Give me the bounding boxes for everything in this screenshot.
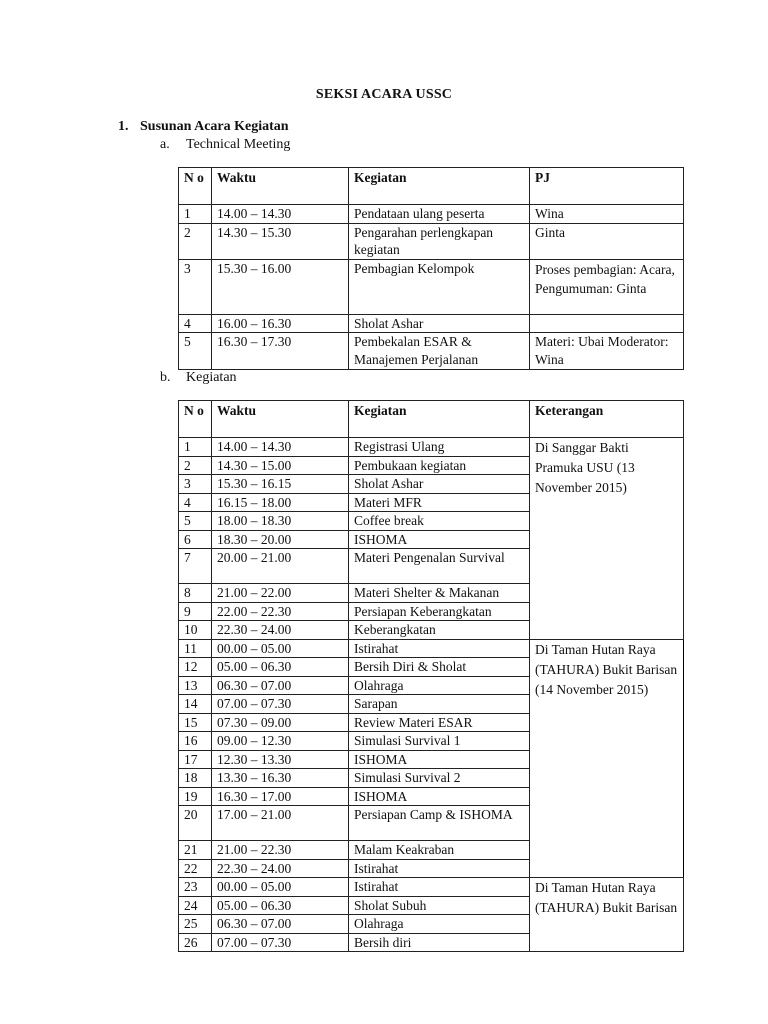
row-number: 5 — [179, 512, 212, 531]
row-activity: Materi Pengenalan Survival — [349, 549, 530, 584]
row-activity: Pembukaan kegiatan — [349, 456, 530, 475]
row-time: 16.00 – 16.30 — [212, 314, 349, 333]
header-no: N o — [179, 401, 212, 438]
row-number: 25 — [179, 915, 212, 934]
row-time: 00.00 – 05.00 — [212, 878, 349, 897]
row-activity: Materi MFR — [349, 493, 530, 512]
subsection-a-letter: a. — [160, 137, 170, 152]
row-pj: Wina — [530, 205, 684, 224]
row-time: 16.15 – 18.00 — [212, 493, 349, 512]
row-time: 21.00 – 22.00 — [212, 584, 349, 603]
row-number: 20 — [179, 806, 212, 841]
row-time: 06.30 – 07.00 — [212, 915, 349, 934]
table-row — [179, 438, 684, 457]
row-activity: Bersih diri — [349, 933, 530, 952]
row-activity: Pembagian Kelompok — [349, 259, 530, 314]
row-time: 20.00 – 21.00 — [212, 549, 349, 584]
section-number: 1. — [118, 119, 129, 134]
row-time: 06.30 – 07.00 — [212, 676, 349, 695]
row-time: 16.30 – 17.30 — [212, 333, 349, 370]
row-time: 05.00 – 06.30 — [212, 896, 349, 915]
row-activity: Coffee break — [349, 512, 530, 531]
row-number: 14 — [179, 695, 212, 714]
row-pj: Proses pembagian: Acara, Pengumuman: Ginta — [530, 259, 684, 314]
table-row — [179, 878, 684, 897]
table-row — [179, 639, 684, 658]
row-number: 10 — [179, 621, 212, 640]
row-time: 13.30 – 16.30 — [212, 769, 349, 788]
row-pj — [530, 314, 684, 333]
row-time: 00.00 – 05.00 — [212, 639, 349, 658]
row-number: 7 — [179, 549, 212, 584]
header-waktu: Waktu — [212, 168, 349, 205]
technical-meeting-table — [178, 167, 684, 370]
row-activity: Olahraga — [349, 676, 530, 695]
row-number: 16 — [179, 732, 212, 751]
row-number: 17 — [179, 750, 212, 769]
header-pj: PJ — [530, 168, 684, 205]
row-number: 19 — [179, 787, 212, 806]
row-time: 07.30 – 09.00 — [212, 713, 349, 732]
row-number: 4 — [179, 493, 212, 512]
subsection-b — [160, 370, 237, 386]
row-number: 24 — [179, 896, 212, 915]
header-kegiatan: Kegiatan — [349, 168, 530, 205]
row-time: 18.00 – 18.30 — [212, 512, 349, 531]
subsection-a — [160, 137, 290, 153]
location-note: Di Taman Hutan Raya (TAHURA) Bukit Barisan — [530, 878, 684, 952]
row-time: 18.30 – 20.00 — [212, 530, 349, 549]
section-heading-text: Susunan Acara Kegiatan — [140, 119, 289, 134]
table-row — [179, 333, 684, 370]
row-number: 11 — [179, 639, 212, 658]
row-time: 12.30 – 13.30 — [212, 750, 349, 769]
row-time: 16.30 – 17.00 — [212, 787, 349, 806]
header-no: N o — [179, 168, 212, 205]
row-activity: Istirahat — [349, 639, 530, 658]
row-number: 15 — [179, 713, 212, 732]
section-heading — [118, 119, 289, 135]
row-number: 23 — [179, 878, 212, 897]
document-title: SEKSI ACARA USSC — [315, 87, 453, 102]
kegiatan-table — [178, 400, 684, 952]
table-row — [179, 314, 684, 333]
row-number: 5 — [179, 333, 212, 370]
row-activity: Keberangkatan — [349, 621, 530, 640]
row-time: 22.00 – 22.30 — [212, 602, 349, 621]
row-number: 1 — [179, 438, 212, 457]
row-time: 14.30 – 15.00 — [212, 456, 349, 475]
row-activity: Sholat Ashar — [349, 475, 530, 494]
row-time: 09.00 – 12.30 — [212, 732, 349, 751]
row-activity: Istirahat — [349, 878, 530, 897]
row-number: 22 — [179, 859, 212, 878]
row-time: 15.30 – 16.00 — [212, 259, 349, 314]
table-row — [179, 223, 684, 259]
row-time: 07.00 – 07.30 — [212, 695, 349, 714]
row-activity: Sarapan — [349, 695, 530, 714]
row-number: 9 — [179, 602, 212, 621]
table-header-row — [179, 401, 684, 438]
row-number: 2 — [179, 456, 212, 475]
row-number: 3 — [179, 475, 212, 494]
row-number: 2 — [179, 223, 212, 259]
row-number: 12 — [179, 658, 212, 677]
subsection-b-label: Kegiatan — [186, 370, 237, 385]
row-activity: ISHOMA — [349, 530, 530, 549]
row-number: 21 — [179, 841, 212, 860]
row-number: 18 — [179, 769, 212, 788]
row-time: 15.30 – 16.15 — [212, 475, 349, 494]
table-row — [179, 259, 684, 314]
row-activity: Persiapan Camp & ISHOMA — [349, 806, 530, 841]
row-activity: ISHOMA — [349, 787, 530, 806]
row-time: 14.00 – 14.30 — [212, 438, 349, 457]
row-number: 26 — [179, 933, 212, 952]
subsection-a-label: Technical Meeting — [186, 137, 291, 152]
row-activity: Olahraga — [349, 915, 530, 934]
row-pj: Materi: Ubai Moderator: Wina — [530, 333, 684, 370]
row-time: 22.30 – 24.00 — [212, 859, 349, 878]
row-number: 8 — [179, 584, 212, 603]
row-time: 21.00 – 22.30 — [212, 841, 349, 860]
row-number: 3 — [179, 259, 212, 314]
row-activity: Materi Shelter & Makanan — [349, 584, 530, 603]
header-keterangan: Keterangan — [530, 401, 684, 438]
subsection-b-letter: b. — [160, 370, 171, 385]
header-waktu: Waktu — [212, 401, 349, 438]
table-row — [179, 205, 684, 224]
location-note: Di Sanggar Bakti Pramuka USU (13 November 2015) — [530, 438, 684, 640]
row-activity: Review Materi ESAR — [349, 713, 530, 732]
row-activity: Simulasi Survival 2 — [349, 769, 530, 788]
row-number: 4 — [179, 314, 212, 333]
row-time: 14.00 – 14.30 — [212, 205, 349, 224]
row-time: 14.30 – 15.30 — [212, 223, 349, 259]
row-activity: Istirahat — [349, 859, 530, 878]
header-kegiatan: Kegiatan — [349, 401, 530, 438]
row-time: 07.00 – 07.30 — [212, 933, 349, 952]
row-activity: Persiapan Keberangkatan — [349, 602, 530, 621]
row-activity: Bersih Diri & Sholat — [349, 658, 530, 677]
row-activity: Malam Keakraban — [349, 841, 530, 860]
row-pj: Ginta — [530, 223, 684, 259]
row-number: 6 — [179, 530, 212, 549]
row-time: 05.00 – 06.30 — [212, 658, 349, 677]
row-number: 13 — [179, 676, 212, 695]
location-note: Di Taman Hutan Raya (TAHURA) Bukit Barisan (14 November 2015) — [530, 639, 684, 878]
row-number: 1 — [179, 205, 212, 224]
row-activity: Sholat Subuh — [349, 896, 530, 915]
row-activity: Pembekalan ESAR & Manajemen Perjalanan — [349, 333, 530, 370]
row-activity: Registrasi Ulang — [349, 438, 530, 457]
row-activity: Simulasi Survival 1 — [349, 732, 530, 751]
row-time: 22.30 – 24.00 — [212, 621, 349, 640]
row-activity: Pengarahan perlengkapan kegiatan — [349, 223, 530, 259]
row-activity: Sholat Ashar — [349, 314, 530, 333]
table-header-row — [179, 168, 684, 205]
row-activity: Pendataan ulang peserta — [349, 205, 530, 224]
row-time: 17.00 – 21.00 — [212, 806, 349, 841]
row-activity: ISHOMA — [349, 750, 530, 769]
